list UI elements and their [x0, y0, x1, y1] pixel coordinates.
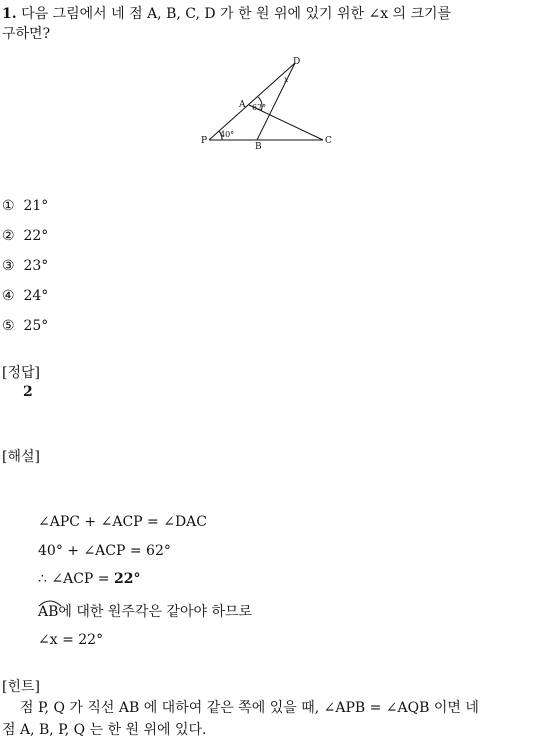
- choice-marker: ②: [2, 228, 15, 244]
- hint-line-1: 점 P, Q 가 직선 AB 에 대하여 같은 쪽에 있을 때, ∠APB = ∠AQB 이면 네: [20, 700, 479, 716]
- arc-symbol: [38, 597, 62, 607]
- explanation-line-3-value: 22°: [113, 571, 141, 587]
- choice-marker: ③: [2, 258, 15, 274]
- choice-2[interactable]: [2, 226, 48, 246]
- question-number: 1.: [2, 6, 17, 22]
- hint-line-2: 점 A, B, P, Q 는 한 원 위에 있다.: [2, 722, 207, 738]
- explanation-line-5: ∠x = 22°: [38, 632, 104, 648]
- choice-1[interactable]: [2, 196, 48, 216]
- explanation-line-2: 40° + ∠ACP = 62°: [38, 543, 171, 559]
- choice-5[interactable]: [2, 316, 48, 336]
- label-angle-40: 40°: [220, 130, 235, 139]
- choice-marker: ①: [2, 198, 15, 214]
- choice-marker: ⑤: [2, 318, 15, 334]
- explanation-line-3: [38, 571, 140, 587]
- explanation-line-1: ∠APC + ∠ACP = ∠DAC: [38, 514, 207, 530]
- question-text-1: 다음 그림에서 네 점 A, B, C, D 가 한 원 위에 있기 위한 ∠x 의 크기를: [21, 6, 452, 22]
- choice-text: 22°: [23, 228, 49, 244]
- arc-ab-label: AB: [38, 604, 59, 620]
- choice-4[interactable]: [2, 286, 48, 306]
- choice-marker: ④: [2, 288, 15, 304]
- explanation-label: [해설]: [2, 449, 40, 465]
- label-angle-x: x: [284, 75, 289, 84]
- segment-bd: [257, 63, 295, 140]
- label-a: A: [239, 100, 246, 110]
- explanation-line-4-text: 에 대한 원주각은 같아야 하므로: [58, 604, 253, 620]
- label-angle-62: 62°: [252, 103, 267, 112]
- arc-ab: [38, 604, 58, 620]
- label-d: D: [293, 57, 301, 67]
- question-line-1: [2, 4, 451, 24]
- choice-text: 25°: [23, 318, 49, 334]
- label-b: B: [255, 142, 262, 152]
- answer-label: [정답]: [2, 365, 40, 381]
- explanation-line-4: [38, 601, 252, 621]
- geometry-figure: [195, 52, 345, 152]
- segment-pd: [209, 63, 295, 140]
- choice-text: 24°: [23, 288, 49, 304]
- hint-label: [힌트]: [2, 679, 40, 695]
- label-c: C: [325, 136, 332, 146]
- explanation-line-3-prefix: ∴ ∠ACP =: [38, 571, 114, 587]
- answer-value: 2: [23, 384, 33, 400]
- question-text-2: 구하면?: [2, 26, 51, 42]
- choice-text: 23°: [23, 258, 49, 274]
- choice-text: 21°: [23, 198, 49, 214]
- label-p: P: [201, 136, 208, 146]
- choice-3[interactable]: [2, 256, 48, 276]
